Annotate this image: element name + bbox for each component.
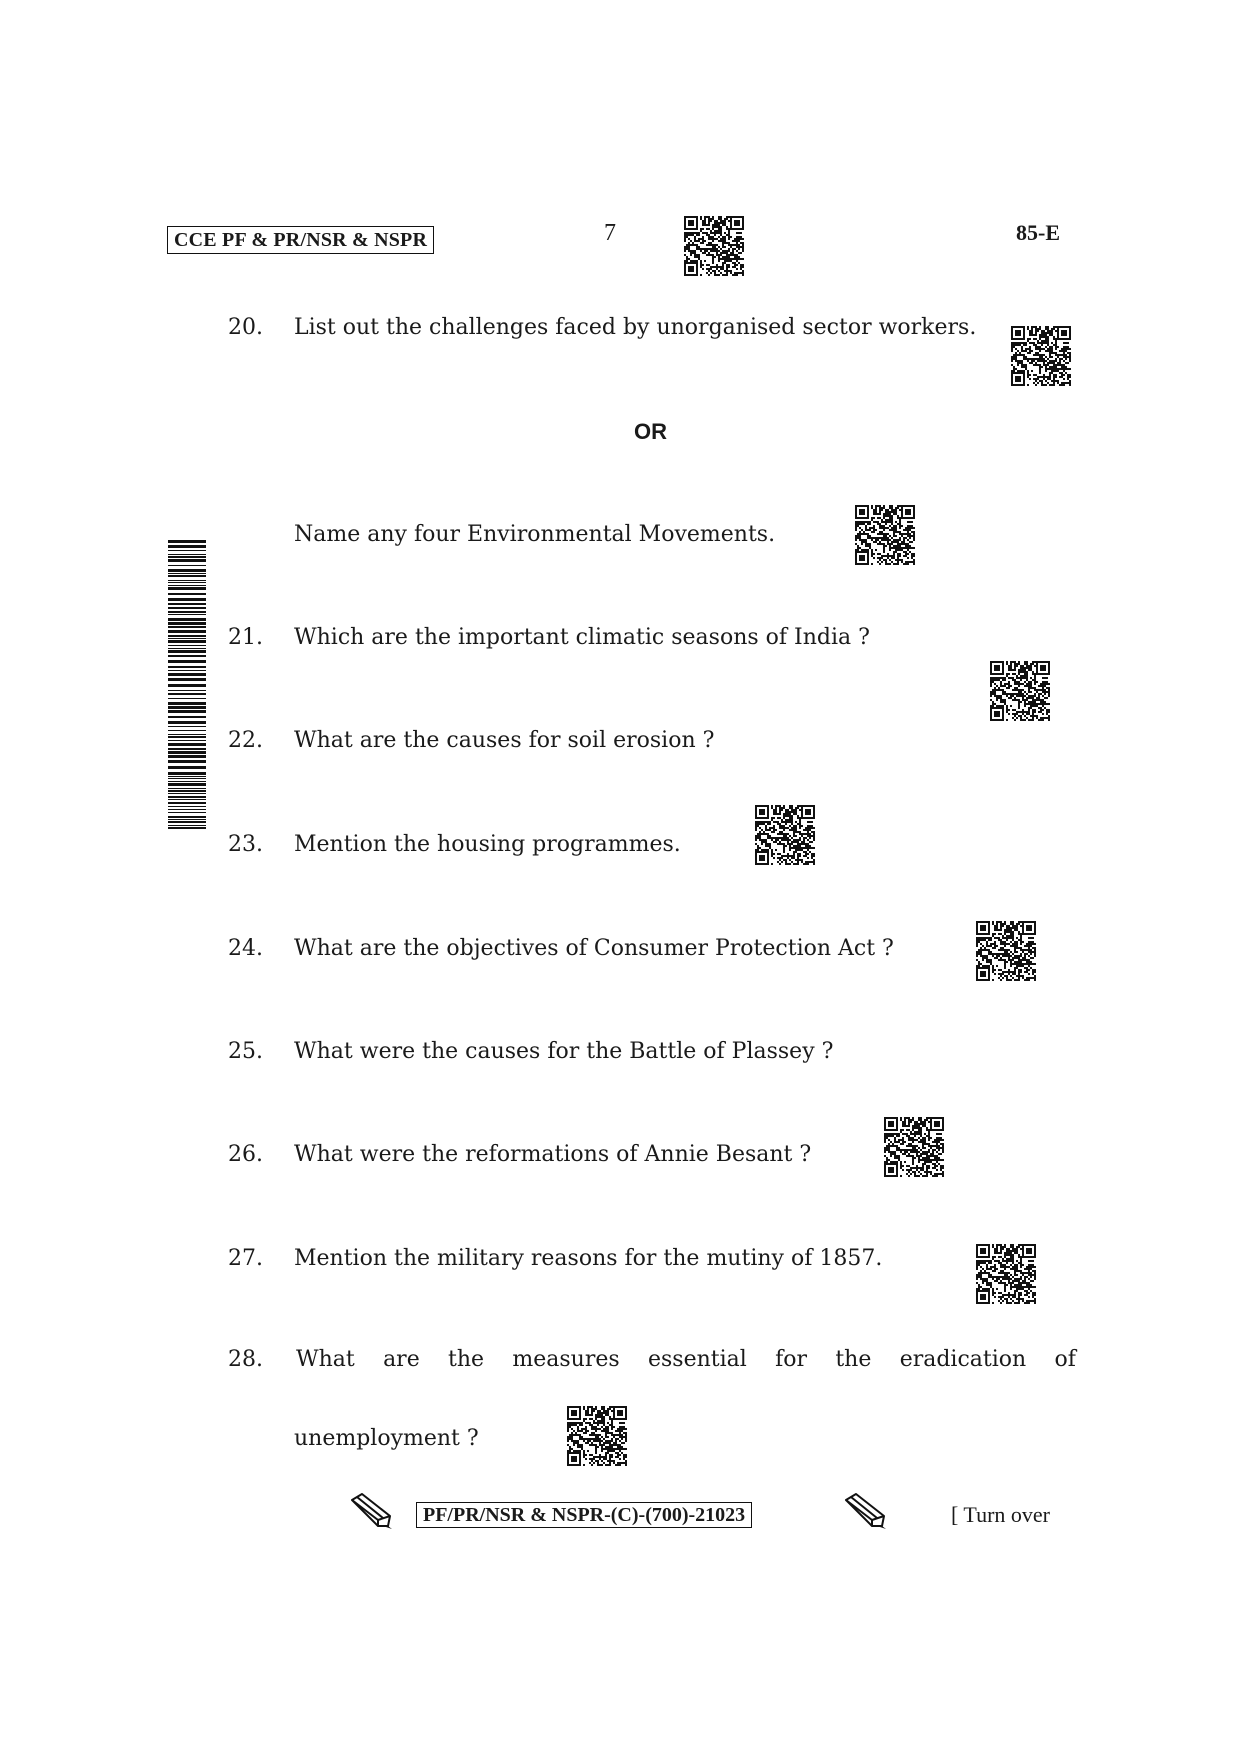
qr-code-icon: [976, 1244, 1036, 1304]
footer-code-box: PF/PR/NSR & NSPR-(C)-(700)-21023: [416, 1502, 752, 1528]
question-text: Mention the military reasons for the mutiny of 1857.: [294, 1246, 883, 1271]
qr-code-icon: [684, 216, 744, 276]
qr-code-icon: [884, 1117, 944, 1177]
question-word: are: [383, 1347, 420, 1372]
exam-code-box: CCE PF & PR/NSR & NSPR: [167, 226, 434, 254]
question-number: 20.: [228, 315, 263, 340]
question-text: What were the causes for the Battle of Plassey ?: [294, 1039, 834, 1064]
qr-code-icon: [976, 921, 1036, 981]
question-text: List out the challenges faced by unorganised sector workers.: [294, 315, 977, 340]
question-word: for: [775, 1347, 808, 1372]
question-text: Name any four Environmental Movements.: [294, 522, 776, 547]
paper-code: 85-E: [1016, 220, 1060, 245]
question-text-continuation: unemployment ?: [294, 1426, 479, 1451]
qr-code-icon: [990, 661, 1050, 721]
question-number: 22.: [228, 728, 263, 753]
question-text: What are the causes for soil erosion ?: [294, 728, 715, 753]
question-word: essential: [647, 1347, 747, 1372]
question-text-justified: [296, 1347, 1076, 1372]
question-number: 21.: [228, 625, 263, 650]
question-word: eradication: [899, 1347, 1027, 1372]
question-number: 25.: [228, 1039, 263, 1064]
question-text: What were the reformations of Annie Besant ?: [294, 1142, 812, 1167]
qr-code-icon: [755, 805, 815, 865]
question-text: Mention the housing programmes.: [294, 832, 681, 857]
question-number: 26.: [228, 1142, 263, 1167]
barcode-icon: [168, 540, 206, 830]
question-text: Which are the important climatic seasons of India ?: [294, 625, 870, 650]
pencil-icon: [842, 1490, 888, 1530]
question-text: What are the objectives of Consumer Protection Act ?: [294, 936, 894, 961]
pencil-icon: [348, 1490, 394, 1530]
question-word: the: [835, 1347, 872, 1372]
question-number: 23.: [228, 832, 263, 857]
question-word: measures: [512, 1347, 620, 1372]
question-word: of: [1054, 1347, 1076, 1372]
question-word: What: [296, 1347, 355, 1372]
turn-over-label: [ Turn over: [951, 1502, 1051, 1527]
question-number: 28.: [228, 1347, 263, 1372]
page-number: 7: [604, 220, 616, 246]
question-word: the: [448, 1347, 485, 1372]
question-number: 24.: [228, 936, 263, 961]
question-number: 27.: [228, 1246, 263, 1271]
or-label: OR: [634, 419, 667, 444]
qr-code-icon: [855, 505, 915, 565]
qr-code-icon: [1011, 326, 1071, 386]
qr-code-icon: [567, 1406, 627, 1466]
